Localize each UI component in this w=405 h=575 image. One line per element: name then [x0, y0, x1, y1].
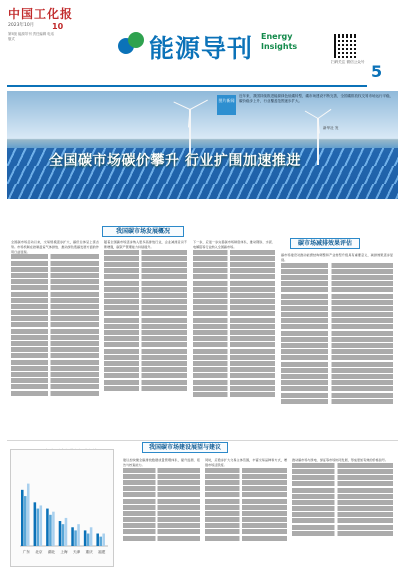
chart-bar — [77, 524, 80, 546]
text-line — [11, 347, 99, 352]
chart-bar — [90, 527, 93, 546]
article-text: 下一步，应进一步完善碳市场制度体系，推动钢铁、水泥、电解铝等行业纳入全国碳市场。 — [193, 240, 275, 249]
text-line — [104, 281, 187, 286]
text-line — [193, 330, 275, 335]
text-line — [193, 318, 275, 323]
photo-credit: 新华社 发 — [323, 126, 339, 130]
text-line — [205, 536, 287, 541]
text-line — [123, 499, 200, 504]
chart-bar — [49, 515, 52, 546]
chart-bar — [46, 509, 49, 546]
text-line — [193, 262, 275, 267]
text-line — [104, 287, 187, 292]
text-line — [193, 299, 275, 304]
x-tick-label: 上海 — [60, 550, 68, 554]
x-tick-label: 北京 — [35, 550, 43, 554]
text-line — [123, 523, 200, 528]
article-text: 同时，应稳步扩大交易主体范围，丰富交易品种和方式，增强市场活跃度。 — [205, 458, 287, 467]
text-line — [193, 274, 275, 279]
text-line — [193, 305, 275, 310]
text-line — [292, 518, 393, 523]
text-line — [193, 268, 275, 273]
text-line — [292, 500, 393, 505]
text-line — [205, 523, 287, 528]
bar-chart — [12, 458, 112, 563]
text-line — [104, 380, 187, 385]
text-line — [11, 329, 99, 334]
text-line — [123, 486, 200, 491]
text-line — [205, 468, 287, 473]
text-line — [205, 505, 287, 510]
page-number: 5 — [371, 62, 383, 81]
text-line — [193, 373, 275, 378]
text-line — [292, 475, 393, 480]
text-line — [193, 386, 275, 391]
text-line — [11, 360, 99, 365]
text-line — [193, 367, 275, 372]
text-line — [281, 337, 393, 342]
chart-bar — [24, 496, 27, 546]
text-line — [123, 511, 200, 516]
text-line — [11, 267, 99, 272]
text-line — [281, 331, 393, 336]
text-line — [11, 261, 99, 266]
turbine-blade — [190, 100, 208, 110]
hero-caption: 近年来，我国持续推进能源绿色低碳转型，碳市场建设不断完善，全国碳排放权交易市场运行平稳，碳价稳步上升，行业覆盖范围逐步扩大。 — [239, 94, 393, 103]
text-line — [123, 529, 200, 534]
text-line — [205, 474, 287, 479]
text-line — [281, 263, 393, 268]
text-line — [11, 254, 99, 259]
text-line — [281, 294, 393, 299]
chart-bar — [62, 524, 65, 546]
text-line — [104, 299, 187, 304]
article-column — [104, 240, 187, 437]
paper-title: 中国工化报 — [8, 7, 74, 21]
text-line — [104, 367, 187, 372]
text-line — [123, 517, 200, 522]
text-line — [193, 392, 275, 397]
text-line — [205, 499, 287, 504]
article-column — [281, 253, 393, 450]
text-line — [104, 293, 187, 298]
x-tick-label: 广东 — [22, 550, 30, 554]
text-line — [292, 525, 393, 530]
text-line — [11, 298, 99, 303]
article-column — [205, 458, 287, 566]
text-line — [205, 529, 287, 534]
x-tick-label: 福建 — [98, 550, 106, 554]
text-line — [281, 374, 393, 379]
chart-bar — [87, 534, 90, 546]
text-line — [281, 393, 393, 398]
chart-bar — [96, 534, 99, 546]
article-column — [11, 240, 99, 436]
hero-headline: 全国碳市场碳价攀升 行业扩围加速推进 — [49, 153, 301, 169]
text-line — [104, 386, 187, 391]
masthead-rule — [7, 85, 367, 87]
chart-bar — [65, 518, 68, 546]
energy-logo-icon — [118, 32, 146, 54]
article-text: 全国碳市场启动以来，交易规模逐步扩大，碳价总体呈上涨态势。市场机制在控制温室气体排放、推动绿色低碳发展方面的作用日益显现。 — [11, 240, 99, 254]
text-line — [193, 380, 275, 385]
text-line — [123, 505, 200, 510]
text-line — [11, 335, 99, 340]
turbine-blade — [173, 101, 190, 110]
x-tick-label: 湖北 — [47, 550, 56, 554]
text-line — [11, 341, 99, 346]
text-line — [292, 469, 393, 474]
chart-bar — [37, 509, 40, 546]
text-line — [11, 316, 99, 321]
text-line — [205, 511, 287, 516]
text-line — [123, 480, 200, 485]
text-line — [292, 506, 393, 511]
text-line — [123, 474, 200, 479]
date-line: 2023年10月 — [8, 23, 35, 28]
text-line — [123, 468, 200, 473]
text-line — [292, 512, 393, 517]
text-line — [11, 353, 99, 358]
text-line — [281, 380, 393, 385]
text-line — [104, 305, 187, 310]
chart-bar — [99, 537, 102, 546]
text-line — [193, 336, 275, 341]
text-line — [11, 378, 99, 383]
text-line — [205, 480, 287, 485]
text-line — [104, 274, 187, 279]
x-tick-label: 重庆 — [85, 550, 93, 554]
text-line — [104, 349, 187, 354]
masthead — [0, 0, 405, 92]
text-line — [123, 536, 200, 541]
section-title-market-overview: 我国碳市场发展概况 — [102, 226, 184, 237]
text-line — [281, 269, 393, 274]
qr-caption: 扫码关注 微信公众号 — [331, 60, 365, 64]
text-line — [205, 492, 287, 497]
article-column — [193, 240, 275, 446]
text-line — [193, 324, 275, 329]
text-line — [104, 336, 187, 341]
text-line — [104, 330, 187, 335]
text-line — [193, 349, 275, 354]
text-line — [281, 306, 393, 311]
section-divider — [7, 440, 398, 441]
text-line — [104, 373, 187, 378]
solar-panel-row — [7, 184, 398, 199]
chart-bar — [34, 502, 37, 546]
text-line — [205, 517, 287, 522]
article-text: 推动碳市场与绿电、绿证等市场协同发展，形成更加有效的价格信号。 — [292, 458, 388, 462]
text-line — [11, 384, 99, 389]
brand-en-line-1: Energy — [261, 32, 293, 41]
turbine-blade — [188, 109, 191, 127]
chart-bar — [21, 490, 24, 546]
chart-bar — [52, 512, 55, 546]
text-line — [104, 324, 187, 329]
text-line — [281, 287, 393, 292]
text-line — [193, 287, 275, 292]
text-line — [104, 342, 187, 347]
text-line — [11, 372, 99, 377]
text-line — [193, 293, 275, 298]
text-line — [292, 463, 393, 468]
text-line — [281, 362, 393, 367]
chart-bar — [27, 484, 30, 546]
text-line — [11, 279, 99, 284]
text-line — [193, 361, 275, 366]
text-line — [205, 486, 287, 491]
text-line — [104, 318, 187, 323]
article-text: 建议加快健全碳排放数据质量管理体系，提升监测、报告与核查能力。 — [123, 458, 200, 467]
text-line — [11, 292, 99, 297]
text-line — [281, 318, 393, 323]
text-line — [281, 386, 393, 391]
text-line — [281, 324, 393, 329]
text-line — [11, 310, 99, 315]
brand-title-cn: 能源导刊 — [149, 34, 254, 63]
brand-en-line-2: Insights — [261, 42, 298, 51]
text-line — [104, 361, 187, 366]
text-line — [11, 304, 99, 309]
article-text: 碳市场建设对推动能源结构调整和产业转型升级具有重要意义，减排效果逐步显现。 — [281, 253, 393, 262]
text-line — [281, 343, 393, 348]
text-line — [123, 492, 200, 497]
text-line — [193, 250, 275, 255]
text-line — [11, 285, 99, 290]
text-line — [193, 311, 275, 316]
text-line — [11, 273, 99, 278]
article-column — [292, 458, 393, 566]
text-line — [292, 481, 393, 486]
text-line — [104, 355, 187, 360]
text-line — [292, 488, 393, 493]
chart-bar — [84, 530, 87, 546]
chart-bar — [102, 534, 105, 546]
text-line — [281, 399, 393, 404]
text-line — [193, 281, 275, 286]
text-line — [104, 268, 187, 273]
text-line — [193, 256, 275, 261]
text-line — [104, 250, 187, 255]
text-line — [193, 355, 275, 360]
date-number: 10 — [52, 22, 64, 31]
text-line — [292, 494, 393, 499]
text-line — [11, 366, 99, 371]
text-line — [281, 312, 393, 317]
x-tick-label: 天津 — [72, 550, 81, 554]
text-line — [281, 355, 393, 360]
chart-bar — [40, 505, 43, 546]
qr-code-pattern — [336, 36, 356, 56]
masthead-small-info: 第5版 能源导刊 责任编辑 电话 版式 — [8, 32, 55, 41]
article-column — [123, 458, 200, 566]
text-line — [104, 256, 187, 261]
photo-badge: 图片新闻 — [217, 95, 236, 115]
text-line — [11, 322, 99, 327]
text-line — [104, 262, 187, 267]
text-line — [11, 391, 99, 396]
text-line — [292, 531, 393, 536]
text-line — [104, 311, 187, 316]
chart-bar — [71, 527, 74, 546]
section-title-reduction-evaluation: 碳市场减排效果评估 — [290, 238, 360, 249]
text-line — [281, 349, 393, 354]
article-text: 随着全国碳市场逐步纳入更多高排放行业，企业减排意识不断增强，碳资产管理能力持续提升。 — [104, 240, 187, 249]
hero-photo — [7, 91, 398, 199]
chart-bar — [59, 521, 62, 546]
text-line — [281, 368, 393, 373]
text-line — [281, 300, 393, 305]
text-line — [193, 342, 275, 347]
text-line — [281, 275, 393, 280]
brand-title-en — [261, 32, 297, 52]
text-line — [281, 281, 393, 286]
chart-bar — [74, 530, 77, 546]
section-title-outlook: 我国碳市场建设展望与建议 — [142, 442, 228, 453]
